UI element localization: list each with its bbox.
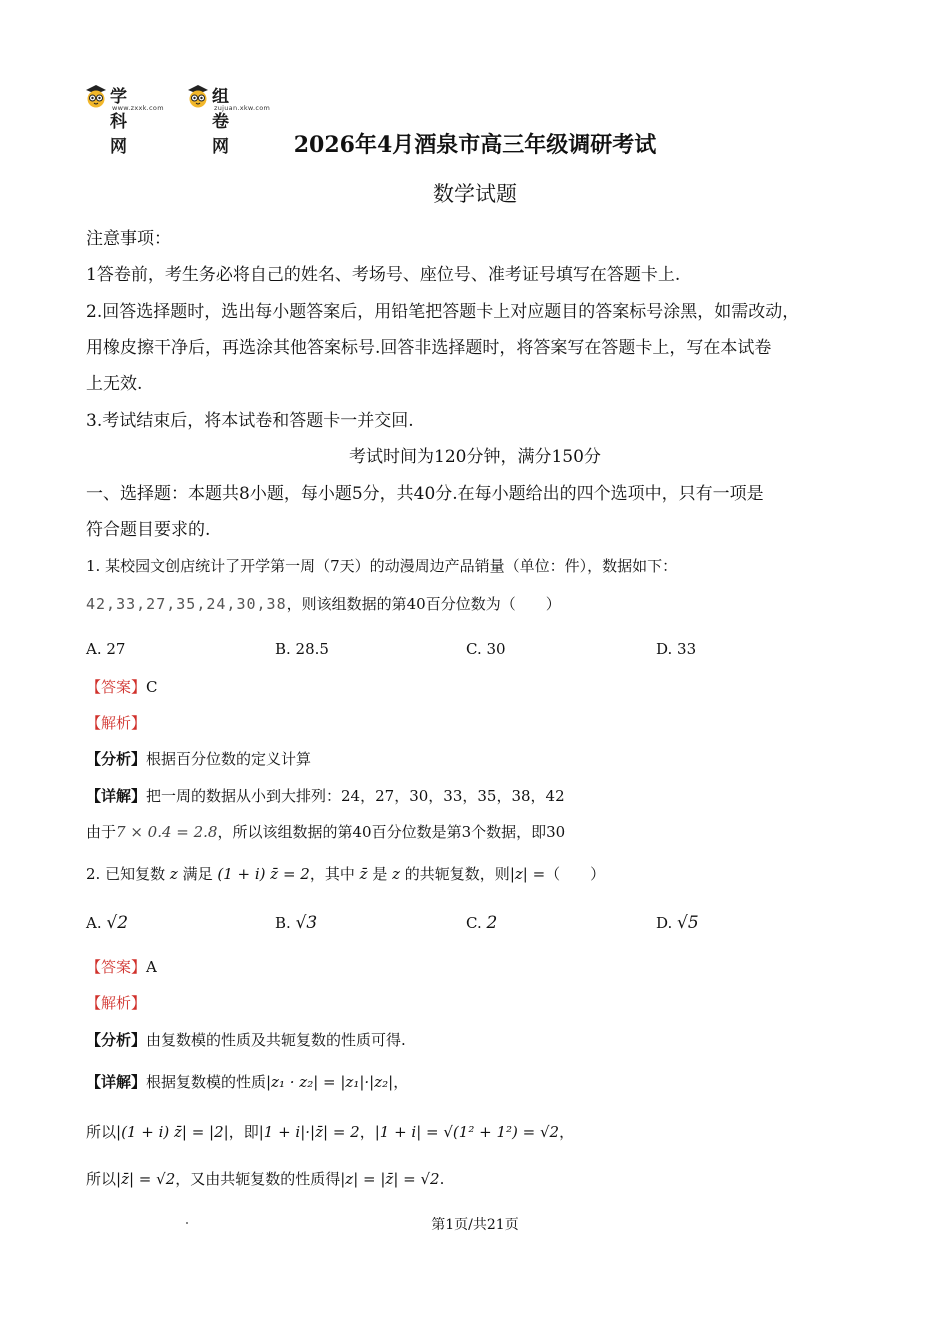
notice-item-3: 3.考试结束后，将本试卷和答题卡一并交回. [86,411,414,431]
q2-l2-a: 所以 [86,1123,117,1141]
notice-item-2-line-2: 用橡皮擦干净后，再选涂其他答案标号.回答非选择题时，将答案写在答题卡上，写在本试卷 [86,338,772,358]
q2-z: z [169,865,178,883]
q2-option-c [466,913,497,933]
q2-option-b-value: √3 [295,913,318,933]
exam-time: 考试时间为120分钟，满分150分 [349,447,601,467]
q2-answer [86,956,157,977]
q2-option-a-value: √2 [106,913,129,933]
section-heading-line-1: 一、选择题：本题共8小题，每小题5分，共40分.在每小题给出的四个选项中，只有一项是 [86,484,764,504]
q1-option-c: C. 30 [466,640,506,658]
q2-option-c-label: C. [466,914,482,932]
q1-stem-2: ，则该组数据的第40百分位数为（ ） [286,595,561,613]
q1-analysis-tag: 【解析】 [86,714,147,732]
q1-fenxi-text: 根据百分位数的定义计算 [146,750,312,768]
q1-answer-value: C [146,678,158,696]
q1-option-b: B. 28.5 [275,640,329,658]
answer-tag: 【答案】 [86,958,147,976]
q1-option-d: D. 33 [656,640,697,658]
q2-stem-d: 是 [372,865,388,883]
q2-option-d [656,913,699,933]
notice-heading: 注意事项： [86,229,171,249]
page-number: 第1页/共21页 [431,1217,519,1233]
q2-detail-text: 根据复数模的性质 [146,1073,267,1091]
q1-stem: 1. 某校园文创店统计了开学第一周（7天）的动漫周边产品销量（单位：件），数据如下： [86,557,678,575]
q2-equation: (1 + i) z̄ = 2 [217,865,310,883]
q1-line3-a: 由于 [86,823,117,841]
owl-icon [186,84,210,108]
zxxk-url: www.zxxk.com [112,104,164,112]
q2-option-b [275,913,317,933]
q2-fenxi-text: 由复数模的性质及共轭复数的性质可得. [146,1031,406,1049]
q2-detail [86,1071,408,1092]
q1-line3-b: ，所以该组数据的第40百分位数是第3个数据，即30 [217,823,566,841]
q2-l2-b: ，即 [228,1123,259,1141]
q2-absz: |z| = [509,865,546,883]
q2-l3-a: 所以 [86,1170,117,1188]
q1-stem-line-2 [86,593,561,614]
q2-l3-c: . [439,1170,445,1188]
fenxi-tag: 【分析】 [86,1031,147,1049]
q2-option-c-value: 2 [486,913,498,933]
q2-stem [86,863,605,884]
q2-l2-c: ， [359,1123,375,1141]
q2-option-a-label: A. [86,914,102,932]
page-subtitle: 数学试题 [433,182,517,206]
q2-l2-math-2: |1 + i|·|z̄| = 2 [258,1123,360,1141]
q2-answer-value: A [146,958,157,976]
q2-analysis-tag: 【解析】 [86,994,147,1012]
q2-option-d-value: √5 [677,913,699,933]
owl-icon [84,84,108,108]
q2-stem-e: 的共轭复数，则 [404,865,510,883]
q1-option-a: A. 27 [86,640,126,658]
fenxi-tag: 【分析】 [86,750,147,768]
q1-data: 42,33,27,35,24,30,38 [86,595,287,613]
q2-option-d-label: D. [656,914,673,932]
q1-detail-text: 把一周的数据从小到大排列：24，27，30，33，35，38，42 [146,787,565,805]
q2-l2-math-3: |1 + i| = √(1² + 1²) = √2 [374,1123,560,1141]
q2-stem-c: ，其中 [309,865,355,883]
q2-l3-math-2: |z| = |z̄| = √2 [340,1170,440,1188]
q2-option-a [86,913,128,933]
notice-item-2-line-1: 2.回答选择题时，选出每小题答案后，用铅笔把答题卡上对应题目的答案标号涂黑，如需改动， [86,302,800,322]
q1-answer [86,676,158,697]
zxxk-name: 学科网 [110,87,128,157]
q1-fenxi [86,748,311,769]
q2-l3-b: ，又由共轭复数的性质得 [175,1170,341,1188]
q2-detail-math: |z₁ · z₂| = |z₁|·|z₂| [266,1073,394,1091]
q2-option-b-label: B. [275,914,291,932]
answer-tag: 【答案】 [86,678,147,696]
q1-detail-line-2 [86,821,565,842]
section-heading-line-2: 符合题目要求的. [86,520,211,540]
notice-item-2-line-3: 上无效. [86,374,143,394]
q2-detail-line-2 [86,1121,574,1142]
q1-detail [86,785,565,806]
notice-item-1: 1答卷前，考生务必将自己的姓名、考场号、座位号、准考证号填写在答题卡上. [86,265,681,285]
q2-l2-math-1: |(1 + i) z̄| = |2| [116,1123,229,1141]
q2-zbar: z̄ [359,865,368,883]
q2-stem-a: 2. 已知复数 [86,865,166,883]
detail-tag: 【详解】 [86,787,147,805]
zujuan-name: 组卷网 [212,87,230,157]
q2-z-2: z [392,865,401,883]
q2-detail-line-3 [86,1168,444,1189]
q2-detail-b: ， [393,1073,409,1091]
zujuan-url: zujuan.xkw.com [214,104,271,112]
page-title: 2026年4月酒泉市高三年级调研考试 [293,132,657,158]
q1-line3-math: 7 × 0.4 = 2.8 [116,823,218,841]
detail-tag: 【详解】 [86,1073,147,1091]
q2-stem-f: （ ） [545,865,606,883]
q2-stem-b: 满足 [182,865,213,883]
q2-fenxi [86,1029,406,1050]
q2-l2-d: ， [559,1123,575,1141]
q2-l3-math-1: |z̄| = √2 [116,1170,176,1188]
